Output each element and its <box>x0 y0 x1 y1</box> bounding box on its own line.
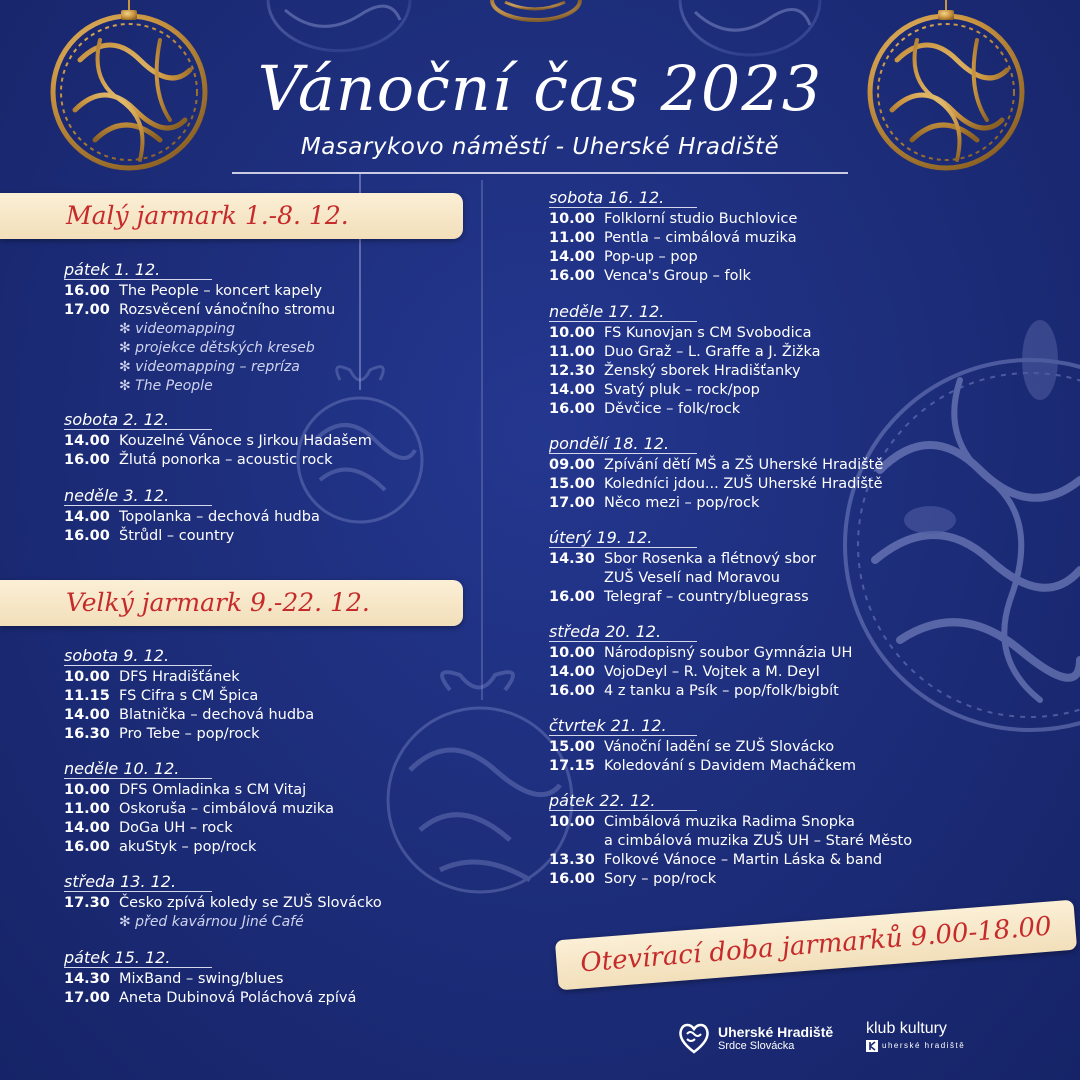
event-time: 14.00 <box>64 433 110 449</box>
event-name: Kouzelné Vánoce s Jirkou Hadašem <box>119 433 372 449</box>
event-time: 11.15 <box>64 687 110 704</box>
event-time: 13.30 <box>549 851 595 868</box>
day-block-3-12 <box>64 486 320 546</box>
event-time: 17.00 <box>549 494 595 511</box>
event-name: Děvčice – folk/rock <box>604 400 741 417</box>
event-time: 15.00 <box>549 739 595 755</box>
event-row <box>64 706 314 725</box>
event-row <box>549 663 852 682</box>
day-block-10-12 <box>64 759 334 857</box>
event-row <box>64 451 372 470</box>
event-row <box>64 894 382 913</box>
event-time: 10.00 <box>549 211 595 227</box>
event-row <box>549 494 883 513</box>
event-name: Svatý pluk – rock/pop <box>604 381 760 398</box>
event-name: 4 z tanku a Psík – pop/folk/bigbít <box>604 682 839 699</box>
page-title: Vánoční čas 2023 <box>257 52 823 125</box>
event-row <box>64 970 356 989</box>
event-time: 14.00 <box>64 706 110 723</box>
event-name: Oskoruša – cimbálová muzika <box>119 800 334 817</box>
event-time: 16.00 <box>64 451 110 468</box>
day-heading: sobota 16. 12. <box>549 188 665 207</box>
event-row <box>64 838 334 857</box>
event-time: 14.00 <box>64 509 110 525</box>
day-block-19-12 <box>549 528 816 607</box>
event-name-continued: a cimbálová muzika ZUŠ UH – Staré Město <box>604 832 913 849</box>
day-block-16-12 <box>549 188 797 286</box>
event-name: Cimbálová muzika Radima Snopka <box>604 814 855 830</box>
event-time: 16.00 <box>549 682 595 699</box>
title-divider <box>232 172 848 174</box>
event-time: 14.30 <box>549 551 595 567</box>
day-heading: čtvrtek 21. 12. <box>549 716 667 735</box>
day-heading: středa 20. 12. <box>549 622 662 641</box>
event-name: DoGa UH – rock <box>119 819 233 836</box>
event-time: 10.00 <box>64 782 110 798</box>
event-time: 10.00 <box>549 325 595 341</box>
event-name: Folkové Vánoce – Martin Láska & band <box>604 851 883 868</box>
event-name: Národopisný soubor Gymnázia UH <box>604 645 853 661</box>
event-time: 16.30 <box>64 725 110 742</box>
day-heading: sobota 2. 12. <box>64 410 170 429</box>
event-name: DFS Omladinka s CM Vitaj <box>119 782 307 798</box>
event-name: Žlutá ponorka – acoustic rock <box>119 451 333 468</box>
logo-klub-kultury <box>866 1020 965 1052</box>
event-time: 14.00 <box>64 819 110 836</box>
event-row <box>549 248 797 267</box>
event-name: Telegraf – country/bluegrass <box>604 588 809 605</box>
event-name: Sbor Rosenka a flétnový sbor <box>604 551 817 567</box>
event-name: VojoDeyl – R. Vojtek a M. Deyl <box>604 663 820 680</box>
event-time: 11.00 <box>549 229 595 246</box>
event-row <box>64 301 335 320</box>
opening-hours-banner: Otevírací doba jarmarků 9.00-18.00 <box>555 900 1077 991</box>
logo-uh-name: Uherské Hradiště <box>718 1023 834 1040</box>
event-name: FS Cifra s CM Špica <box>119 687 259 704</box>
event-time: 11.00 <box>64 800 110 817</box>
day-heading: pondělí 18. 12. <box>549 434 670 453</box>
event-row <box>549 210 797 229</box>
event-name: Pentla – cimbálová muzika <box>604 229 797 246</box>
day-block-1-12 <box>64 260 335 395</box>
day-heading: sobota 9. 12. <box>64 646 170 665</box>
event-time: 16.00 <box>549 588 595 605</box>
event-row <box>64 781 334 800</box>
event-row <box>549 267 797 286</box>
event-row <box>64 800 334 819</box>
event-name: Pop-up – pop <box>604 248 698 265</box>
event-row <box>549 682 852 701</box>
event-time: 14.00 <box>549 663 595 680</box>
event-row <box>549 456 883 475</box>
event-row <box>549 851 912 870</box>
event-name: The People – koncert kapely <box>119 283 323 299</box>
event-time: 09.00 <box>549 457 595 473</box>
event-note: ✻ videomapping <box>119 320 236 337</box>
logo-uherske-hradiste <box>676 1020 833 1056</box>
event-note: ✻ projekce dětských kreseb <box>119 339 315 356</box>
event-time: 17.30 <box>64 895 110 911</box>
event-name: Zpívání dětí MŠ a ZŠ Uherské Hradiště <box>604 457 884 473</box>
event-time: 12.30 <box>549 362 595 379</box>
event-name: Česko zpívá koledy se ZUŠ Slovácko <box>119 895 382 911</box>
event-row <box>64 819 334 838</box>
event-name: MixBand – swing/blues <box>119 971 284 987</box>
event-name: Venca's Group – folk <box>604 267 751 284</box>
event-name: Koledování s Davidem Macháčkem <box>604 757 857 774</box>
event-name: Folklorní studio Buchlovice <box>604 211 798 227</box>
event-row <box>549 324 821 343</box>
event-row <box>549 550 816 569</box>
event-time: 17.15 <box>549 757 595 774</box>
day-block-21-12 <box>549 716 856 776</box>
event-time: 10.00 <box>549 645 595 661</box>
event-time: 17.00 <box>64 301 110 318</box>
event-row <box>549 475 883 494</box>
day-heading: neděle 10. 12. <box>64 759 180 778</box>
event-row <box>549 870 912 889</box>
kk-mark-icon <box>866 1040 878 1052</box>
event-row <box>549 229 797 248</box>
day-heading: pátek 1. 12. <box>64 260 161 279</box>
event-row <box>549 588 816 607</box>
event-time: 11.00 <box>549 343 595 360</box>
event-name: Štrůdl – country <box>119 527 235 544</box>
event-row <box>549 400 821 419</box>
event-time: 16.00 <box>64 527 110 544</box>
logo-uh-tagline: Srdce Slovácka <box>718 1039 795 1052</box>
event-row <box>549 813 912 832</box>
event-name: Aneta Dubinová Poláchová zpívá <box>119 989 357 1006</box>
day-heading: pátek 15. 12. <box>64 948 171 967</box>
logo-kk-sub: uherské hradiště <box>882 1040 966 1050</box>
day-heading: neděle 3. 12. <box>64 486 170 505</box>
event-name: Pro Tebe – pop/rock <box>119 725 260 742</box>
event-row <box>549 644 852 663</box>
event-name: Sory – pop/rock <box>604 870 717 887</box>
event-row <box>64 282 335 301</box>
event-name: Něco mezi – pop/rock <box>604 494 760 511</box>
event-row <box>64 725 314 744</box>
event-row <box>64 668 314 687</box>
event-row <box>549 381 821 400</box>
event-time: 16.00 <box>549 267 595 284</box>
banner-maly-jarmark: Malý jarmark 1.-8. 12. <box>0 193 463 239</box>
event-time: 16.00 <box>64 283 110 299</box>
day-block-9-12 <box>64 646 314 744</box>
event-row <box>549 362 821 381</box>
event-row <box>64 687 314 706</box>
banner-velky-jarmark: Velký jarmark 9.-22. 12. <box>0 580 463 626</box>
event-row <box>549 757 856 776</box>
event-name: Koledníci jdou... ZUŠ Uherské Hradiště <box>604 475 883 492</box>
event-time: 10.00 <box>549 814 595 830</box>
event-note: ✻ videomapping – repríza <box>119 358 300 375</box>
day-heading: pátek 22. 12. <box>549 791 656 810</box>
event-row <box>64 432 372 451</box>
page-subtitle: Masarykovo náměstí - Uherské Hradiště <box>300 134 780 160</box>
event-name: Topolanka – dechová hudba <box>119 509 320 525</box>
event-name-continued: ZUŠ Veselí nad Moravou <box>604 569 780 586</box>
event-time: 16.00 <box>549 400 595 417</box>
day-block-18-12 <box>549 434 883 513</box>
event-name: DFS Hradišťánek <box>119 669 240 685</box>
day-block-13-12 <box>64 872 382 932</box>
day-block-2-12 <box>64 410 372 470</box>
logo-kk-name: klub kultury <box>866 1020 947 1037</box>
event-time: 10.00 <box>64 669 110 685</box>
event-name: Blatnička – dechová hudba <box>119 706 315 723</box>
event-row <box>549 738 856 757</box>
day-heading: úterý 19. 12. <box>549 528 653 547</box>
event-time: 16.00 <box>64 838 110 855</box>
event-note: ✻ před kavárnou Jiné Café <box>119 913 304 930</box>
event-name: Vánoční ladění se ZUŠ Slovácko <box>604 739 835 755</box>
event-name: Ženský sborek Hradišťanky <box>604 362 801 379</box>
event-name: FS Kunovjan s CM Svobodica <box>604 325 812 341</box>
event-name: akuStyk – pop/rock <box>119 838 257 855</box>
event-time: 16.00 <box>549 870 595 887</box>
day-heading: středa 13. 12. <box>64 872 177 891</box>
day-block-22-12 <box>549 791 912 889</box>
event-note: ✻ The People <box>119 377 213 394</box>
day-block-20-12 <box>549 622 852 701</box>
event-row <box>64 527 320 546</box>
day-block-17-12 <box>549 302 821 419</box>
event-row <box>549 343 821 362</box>
event-time: 14.30 <box>64 971 110 987</box>
day-block-15-12 <box>64 948 356 1008</box>
event-row <box>64 508 320 527</box>
event-time: 17.00 <box>64 989 110 1006</box>
event-time: 14.00 <box>549 248 595 265</box>
heart-logo-icon <box>676 1020 712 1056</box>
event-time: 14.00 <box>549 381 595 398</box>
event-time: 15.00 <box>549 475 595 492</box>
event-name: Rozsvěcení vánočního stromu <box>119 301 336 318</box>
event-row <box>64 989 356 1008</box>
event-name: Duo Graž – L. Graffe a J. Žižka <box>604 343 821 360</box>
day-heading: neděle 17. 12. <box>549 302 665 321</box>
